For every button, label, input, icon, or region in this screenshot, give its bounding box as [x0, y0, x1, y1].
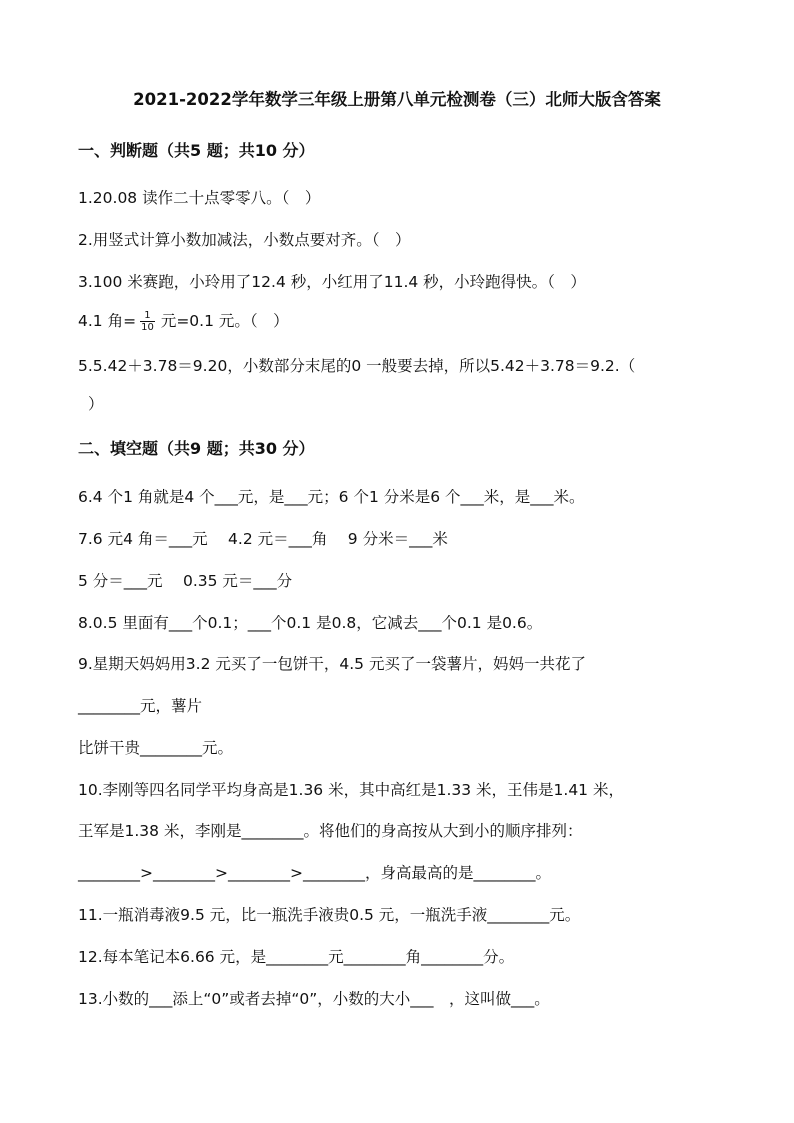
question-4 [78, 309, 289, 333]
question-8: 8.0.5 里面有___个0.1；___个0.1 是0.8，它减去___个0.1 是0.6。 [78, 614, 543, 632]
question-7: 7.6 元4 角＝___元 4.2 元＝___角 9 分米＝___米 [78, 530, 448, 548]
fraction-numerator: 1 [140, 310, 155, 322]
question-11: 11.一瓶消毒液9.5 元，比一瓶洗手液贵0.5 元，一瓶洗手液________元。 [78, 906, 581, 924]
section-heading-true-false: 一、判断题（共5 题；共10 分） [78, 141, 315, 160]
question-6: 6.4 个1 角就是4 个___元，是___元；6 个1 分米是6 个___米，是___米。 [78, 488, 585, 506]
question-7-continued: 5 分＝___元 0.35 元＝___分 [78, 572, 293, 590]
question-9: 9.星期天妈妈用3.2 元买了一包饼干，4.5 元买了一袋薯片，妈妈一共花了 [78, 655, 586, 673]
question-2: 2.用竖式计算小数加减法，小数点要对齐。（ ） [78, 231, 411, 249]
question-1: 1.20.08 读作二十点零零八。（ ） [78, 189, 321, 207]
question-3: 3.100 米赛跑，小玲用了12.4 秒，小红用了11.4 秒，小玲跑得快。（ ） [78, 273, 586, 291]
question-10: 10.李刚等四名同学平均身高是1.36 米，其中高红是1.33 米，王伟是1.41 米， [78, 781, 624, 799]
section-heading-fill-in: 二、填空题（共9 题；共30 分） [78, 439, 315, 458]
question-5: 5.5.42＋3.78＝9.20，小数部分末尾的0 一般要去掉，所以5.42＋3.78＝9.2.（ [78, 357, 636, 375]
question-10-continued-2: ________>________>________>________，身高最高的是________。 [78, 864, 551, 882]
question-12: 12.每本笔记本6.66 元，是________元________角________分。 [78, 948, 515, 966]
question-4-suffix: 元=0.1 元。（ ） [160, 312, 289, 330]
question-5-continued: ） [88, 395, 104, 413]
question-4-prefix: 4.1 角= [78, 312, 137, 330]
fraction-denominator: 10 [141, 322, 154, 333]
question-13: 13.小数的___添上“0”或者去掉“0”，小数的大小___ ，这叫做___。 [78, 990, 550, 1008]
page-title: 2021-2022学年数学三年级上册第八单元检测卷（三）北师大版含答案 [133, 90, 661, 109]
question-9-continued-2: 比饼干贵________元。 [78, 739, 234, 757]
fraction-one-tenth [140, 310, 155, 333]
question-10-continued: 王军是1.38 米，李刚是________。将他们的身高按从大到小的顺序排列： [78, 822, 583, 840]
question-9-continued: ________元，薯片 [78, 697, 203, 715]
